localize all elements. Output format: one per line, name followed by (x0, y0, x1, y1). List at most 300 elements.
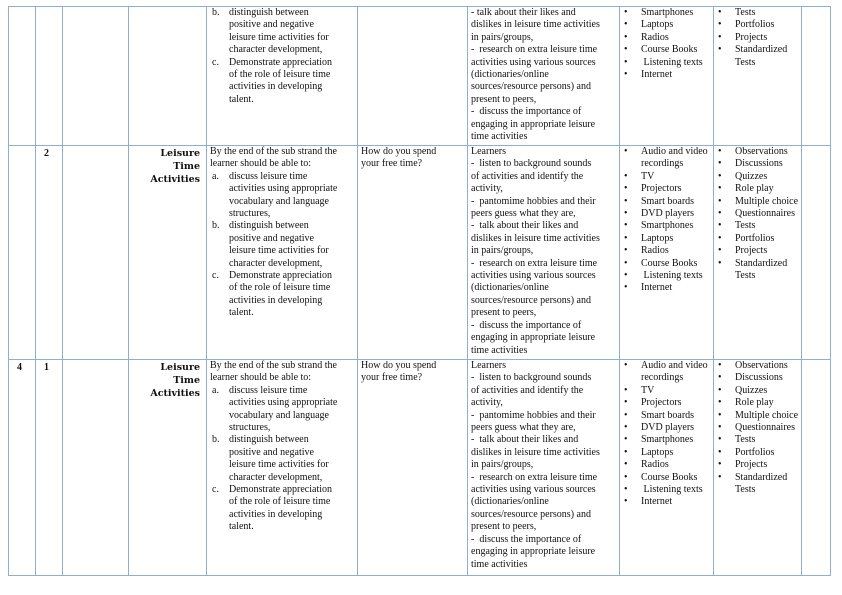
activity-line: (dictionaries/online (471, 282, 549, 294)
assessment-item-text (735, 410, 798, 422)
activity-line: - pantomime hobbies and their (471, 409, 596, 421)
resource-item (623, 57, 710, 69)
bullet-icon: • (718, 158, 722, 170)
bullet-icon: • (624, 208, 628, 220)
activity-line: present to peers, (471, 521, 537, 533)
assessment-item-line: Quizzes (735, 384, 768, 396)
outcome-line: distinguish between (229, 7, 309, 18)
resource-item-text (641, 57, 703, 69)
sub-strand-text: Leisure Time Activities (150, 148, 200, 185)
resource-item-text (641, 422, 694, 434)
resource-item-text (641, 385, 654, 397)
strand-cell (63, 146, 129, 360)
assessment-item (717, 158, 798, 170)
activity-line: present to peers, (471, 307, 537, 319)
assessment-item (717, 360, 798, 372)
assessment-item (717, 397, 798, 409)
assessment-item-text (735, 422, 795, 434)
activity-line: - discuss the importance of (471, 106, 582, 118)
key-inquiry-cell (358, 7, 468, 146)
bullet-icon: • (718, 446, 722, 458)
assessment-item-text (735, 434, 755, 446)
learning-outcome-item (210, 7, 354, 57)
activity-line: engaging in appropriate leisure (471, 332, 596, 344)
outcome-line: talent. (229, 307, 254, 319)
resource-item (623, 19, 710, 31)
bullet-icon: • (718, 384, 722, 396)
assessment-item-line: Portfolios (735, 19, 775, 31)
assessment-item (717, 472, 798, 497)
activity-line: activity, (471, 397, 503, 409)
bullet-icon: • (624, 434, 628, 446)
outcome-line: leisure time activities for (229, 31, 329, 43)
outcome-line: of the role of leisure time (229, 69, 331, 81)
resource-item (623, 360, 710, 385)
outcome-line: positive and negative (229, 446, 314, 458)
assessment-item-line: Multiple choice (735, 195, 799, 207)
bullet-icon: • (718, 471, 722, 483)
resource-item-line: recordings (641, 372, 684, 384)
activity-line: - research on extra leisure time (471, 44, 598, 56)
activity-line: (dictionaries/online (471, 69, 549, 81)
bullet-icon: • (624, 270, 628, 282)
resources-cell (620, 146, 714, 360)
resource-item-text (641, 434, 693, 446)
activity-line: engaging in appropriate leisure (471, 118, 596, 130)
resource-item (623, 208, 710, 220)
key-inquiry-cell (358, 360, 468, 576)
activity-line: - discuss the importance of (471, 319, 582, 331)
bullet-icon: • (718, 422, 722, 434)
learning-outcomes-cell (207, 146, 358, 360)
assessment-item (717, 447, 798, 459)
resource-item (623, 447, 710, 459)
outcomes-intro-line: By the end of the sub strand the (210, 360, 337, 371)
outcome-marker: c. (212, 270, 219, 282)
resource-item-text (641, 496, 672, 508)
bullet-icon: • (624, 19, 628, 31)
resource-item-text (641, 245, 669, 257)
week-cell (9, 7, 36, 146)
assessment-item-text (735, 171, 767, 183)
outcome-line: activities in developing (229, 81, 323, 93)
assessment-item (717, 183, 798, 195)
resource-item (623, 459, 710, 471)
outcome-line: vocabulary and language (229, 195, 329, 207)
outcome-text (229, 171, 337, 221)
resource-item-line: Internet (641, 282, 673, 294)
resource-item-line: Smart boards (641, 195, 695, 207)
sub-strand-text: Leisure Time Activities (150, 362, 200, 399)
resource-item-text (641, 69, 672, 81)
resource-item (623, 233, 710, 245)
resource-item-text (641, 233, 673, 245)
assessment-item-line: Projects (735, 31, 768, 43)
assessment-item (717, 245, 798, 257)
bullet-icon: • (624, 484, 628, 496)
bullet-icon: • (718, 183, 722, 195)
outcome-line: Demonstrate appreciation (229, 270, 333, 282)
outcome-line: structures, (229, 422, 271, 434)
outcomes-intro-line: learner should be able to: (210, 372, 312, 384)
resource-item (623, 183, 710, 195)
resource-item-line: Radios (641, 245, 669, 257)
activity-line: activity, (471, 183, 503, 195)
assessment-item-text (735, 19, 774, 31)
learning-outcome-item (210, 171, 354, 221)
week-cell (9, 360, 36, 576)
bullet-icon: • (624, 44, 628, 56)
resource-item-line: Audio and video (641, 146, 708, 157)
resource-item-line: Smartphones (641, 434, 694, 446)
week-number: 4 (17, 362, 22, 373)
outcome-line: positive and negative (229, 19, 314, 31)
resource-item-line: Audio and video (641, 360, 708, 371)
resource-item (623, 385, 710, 397)
resource-item-text (641, 220, 693, 232)
resource-item (623, 397, 710, 409)
activity-line: - research on extra leisure time (471, 257, 598, 269)
assessment-item-line: Observations (735, 146, 788, 157)
assessment-item-text (735, 372, 783, 384)
resource-item-line: Smartphones (641, 7, 694, 18)
assessment-item-line: Projects (735, 245, 768, 257)
assessment-item-text (735, 220, 755, 232)
activity-line: dislikes in leisure time activities (471, 446, 600, 458)
bullet-icon: • (624, 496, 628, 508)
bullet-icon: • (624, 69, 628, 81)
resource-item (623, 44, 710, 56)
learning-outcome-item (210, 385, 354, 435)
assessment-item-text (735, 44, 787, 69)
activity-line: - discuss the importance of (471, 533, 582, 545)
assessment-item-text (735, 32, 767, 44)
bullet-icon: • (624, 7, 628, 18)
assessment-item-line: Portfolios (735, 232, 775, 244)
outcome-marker: b. (212, 7, 220, 18)
assessment-item-line: Tests (735, 7, 756, 18)
assessment-item-text (735, 208, 795, 220)
assessment-item (717, 32, 798, 44)
assessment-item-text (735, 196, 798, 208)
outcome-line: distinguish between (229, 220, 309, 232)
bullet-icon: • (718, 146, 722, 157)
table-row (9, 146, 831, 360)
bullet-icon: • (718, 220, 722, 232)
assessment-item-text (735, 472, 787, 497)
outcome-line: activities using appropriate (229, 183, 338, 195)
bullet-icon: • (624, 446, 628, 458)
bullet-icon: • (718, 195, 722, 207)
assessment-item-line: Tests (735, 270, 756, 282)
assessment-item-text (735, 233, 774, 245)
assessment-item-line: Tests (735, 434, 756, 446)
bullet-icon: • (718, 409, 722, 421)
activity-line: - listen to background sounds (471, 372, 592, 384)
resource-item-line: Smart boards (641, 409, 695, 421)
outcome-marker: c. (212, 56, 219, 68)
resource-item-line: DVD players (641, 422, 695, 434)
strand-cell (63, 7, 129, 146)
outcome-line: leisure time activities for (229, 459, 329, 471)
remarks-cell (802, 7, 831, 146)
assessment-item-line: Questionnaires (735, 208, 795, 220)
activity-line: - talk about their likes and (471, 220, 579, 232)
table-row (9, 7, 831, 146)
assessment-item-line: Multiple choice (735, 409, 799, 421)
bullet-icon: • (718, 434, 722, 446)
resource-item-text (641, 32, 669, 44)
resource-item (623, 146, 710, 171)
resource-item (623, 270, 710, 282)
resource-item (623, 496, 710, 508)
assessment-item-line: Portfolios (735, 446, 775, 458)
learning-outcomes-cell (207, 360, 358, 576)
activity-line: present to peers, (471, 93, 537, 105)
strand-cell (63, 360, 129, 576)
assessment-item (717, 422, 798, 434)
resource-item-line: DVD players (641, 208, 695, 220)
resource-item-line: Listening texts (641, 270, 703, 282)
outcome-line: positive and negative (229, 232, 314, 244)
outcome-marker: c. (212, 484, 219, 496)
outcome-line: activities using appropriate (229, 397, 338, 409)
bullet-icon: • (718, 170, 722, 182)
outcome-line: discuss leisure time (229, 384, 308, 396)
bullet-icon: • (718, 459, 722, 471)
outcome-line: activities in developing (229, 294, 323, 306)
bullet-icon: • (718, 31, 722, 43)
resource-item-text (641, 196, 694, 208)
resource-item (623, 484, 710, 496)
assessment-item-line: Standardized (735, 257, 788, 269)
activity-line: sources/resource persons) and (471, 508, 591, 520)
resource-item (623, 422, 710, 434)
bullet-icon: • (718, 360, 722, 371)
bullet-icon: • (718, 7, 722, 18)
outcome-line: distinguish between (229, 434, 309, 446)
bullet-icon: • (624, 195, 628, 207)
assessment-item-text (735, 245, 767, 257)
activity-line: activities using various sources (471, 484, 596, 496)
resource-item-line: Internet (641, 69, 673, 81)
assessment-item (717, 220, 798, 232)
resource-item-text (641, 183, 682, 195)
learning-outcome-item (210, 220, 354, 270)
activity-line: engaging in appropriate leisure (471, 546, 596, 558)
assessment-item (717, 459, 798, 471)
bullet-icon: • (718, 19, 722, 31)
assessment-item-line: Standardized (735, 471, 788, 483)
bullet-icon: • (718, 208, 722, 220)
week-cell (9, 146, 36, 360)
activity-line: of activities and identify the (471, 170, 584, 182)
resource-item-text (641, 484, 703, 496)
activity-line: dislikes in leisure time activities (471, 232, 600, 244)
outcomes-intro-line: learner should be able to: (210, 158, 312, 170)
activity-line: dislikes in leisure time activities (471, 19, 600, 31)
resource-item-line: Projectors (641, 183, 682, 195)
resources-cell (620, 7, 714, 146)
assessment-item (717, 434, 798, 446)
outcome-line: vocabulary and language (229, 409, 329, 421)
bullet-icon: • (624, 170, 628, 182)
activity-line: time activities (471, 558, 528, 570)
outcome-marker: b. (212, 220, 220, 232)
activity-line: - talk about their likes and (471, 434, 579, 446)
resource-item (623, 434, 710, 446)
assessment-item (717, 146, 798, 158)
assessment-item-line: Discussions (735, 158, 783, 170)
bullet-icon: • (624, 257, 628, 269)
resource-item-text (641, 44, 697, 56)
outcomes-intro-line: By the end of the sub strand the (210, 146, 337, 157)
scheme-of-work-table (8, 6, 831, 576)
learning-experiences-cell (468, 360, 620, 576)
assessment-item (717, 196, 798, 208)
assessment-item-text (735, 459, 767, 471)
bullet-icon: • (624, 459, 628, 471)
resource-item-line: Radios (641, 31, 669, 43)
activity-line: activities using various sources (471, 56, 596, 68)
inquiry-line: How do you spend (361, 146, 437, 157)
activity-line: in pairs/groups, (471, 245, 534, 257)
learning-outcome-item (210, 484, 354, 534)
resource-item-line: TV (641, 170, 655, 182)
bullet-icon: • (718, 257, 722, 269)
key-inquiry-cell (358, 146, 468, 360)
bullet-icon: • (718, 397, 722, 409)
resource-item-text (641, 397, 682, 409)
assessment-item (717, 7, 798, 19)
assessment-cell (714, 7, 802, 146)
resource-item-line: Laptops (641, 232, 674, 244)
assessment-item-text (735, 397, 774, 409)
assessment-cell (714, 360, 802, 576)
learning-experiences-cell (468, 7, 620, 146)
outcome-text (229, 484, 332, 534)
activity-line: in pairs/groups, (471, 31, 534, 43)
resource-item-line: Internet (641, 496, 673, 508)
resource-item-text (641, 447, 673, 459)
outcome-text (229, 7, 329, 57)
activity-line: - pantomime hobbies and their (471, 195, 596, 207)
activity-line: sources/resource persons) and (471, 294, 591, 306)
lesson-cell (36, 360, 63, 576)
bullet-icon: • (624, 360, 628, 371)
bullet-icon: • (718, 372, 722, 384)
resource-item-text (641, 270, 703, 282)
learning-outcome-item (210, 270, 354, 320)
bullet-icon: • (718, 245, 722, 257)
assessment-item-text (735, 146, 788, 158)
resource-item (623, 69, 710, 81)
outcome-line: structures, (229, 208, 271, 220)
resource-item (623, 171, 710, 183)
resource-item-line: Listening texts (641, 484, 703, 496)
bullet-icon: • (624, 384, 628, 396)
learning-experiences-cell (468, 146, 620, 360)
inquiry-line: your free time? (361, 372, 423, 384)
assessment-item (717, 258, 798, 283)
assessment-item (717, 372, 798, 384)
bullet-icon: • (624, 245, 628, 257)
learning-outcomes-cell (207, 7, 358, 146)
activity-line: sources/resource persons) and (471, 81, 591, 93)
inquiry-line: your free time? (361, 158, 423, 170)
resource-item-line: Laptops (641, 446, 674, 458)
resource-item-line: TV (641, 384, 655, 396)
activity-line: Learners (471, 360, 506, 371)
assessment-item (717, 208, 798, 220)
resource-item (623, 245, 710, 257)
activity-line: time activities (471, 344, 528, 356)
resource-item-line: Course Books (641, 471, 698, 483)
assessment-item-line: Role play (735, 397, 774, 409)
assessment-cell (714, 146, 802, 360)
lesson-number: 2 (44, 148, 49, 159)
resource-item-line: recordings (641, 158, 684, 170)
learning-outcome-item (210, 57, 354, 107)
resource-item (623, 472, 710, 484)
table-row (9, 360, 831, 576)
resource-item-text (641, 19, 673, 31)
resource-item-text (641, 360, 708, 385)
outcome-line: Demonstrate appreciation (229, 484, 333, 496)
bullet-icon: • (718, 44, 722, 56)
assessment-item-text (735, 447, 774, 459)
activity-line: activities using various sources (471, 270, 596, 282)
assessment-item-line: Observations (735, 360, 788, 371)
outcome-line: activities in developing (229, 508, 323, 520)
assessment-item-text (735, 7, 755, 19)
outcome-marker: b. (212, 434, 220, 446)
outcome-line: of the role of leisure time (229, 496, 331, 508)
resource-item-text (641, 208, 694, 220)
outcome-line: Demonstrate appreciation (229, 56, 333, 68)
resource-item (623, 7, 710, 19)
assessment-item-line: Tests (735, 484, 756, 496)
resource-item-line: Radios (641, 459, 669, 471)
resource-item-text (641, 171, 654, 183)
sub-strand-cell (129, 146, 207, 360)
lesson-number: 1 (44, 362, 49, 373)
activity-line: (dictionaries/online (471, 496, 549, 508)
activity-line: in pairs/groups, (471, 459, 534, 471)
assessment-item (717, 171, 798, 183)
assessment-item-text (735, 385, 767, 397)
resource-item-text (641, 258, 697, 270)
outcome-marker: a. (212, 384, 219, 396)
assessment-item (717, 410, 798, 422)
activity-line: of activities and identify the (471, 384, 584, 396)
outcome-line: character development, (229, 44, 323, 56)
assessment-item-line: Tests (735, 220, 756, 232)
remarks-cell (802, 360, 831, 576)
outcome-text (229, 220, 329, 270)
bullet-icon: • (624, 409, 628, 421)
resource-item-line: Laptops (641, 19, 674, 31)
resource-item-line: Course Books (641, 44, 698, 56)
assessment-item-text (735, 158, 783, 170)
resource-item-line: Projectors (641, 397, 682, 409)
resource-item-line: Smartphones (641, 220, 694, 232)
outcome-line: leisure time activities for (229, 245, 329, 257)
resource-item-text (641, 410, 694, 422)
assessment-item (717, 385, 798, 397)
outcome-text (229, 57, 332, 107)
resources-cell (620, 360, 714, 576)
